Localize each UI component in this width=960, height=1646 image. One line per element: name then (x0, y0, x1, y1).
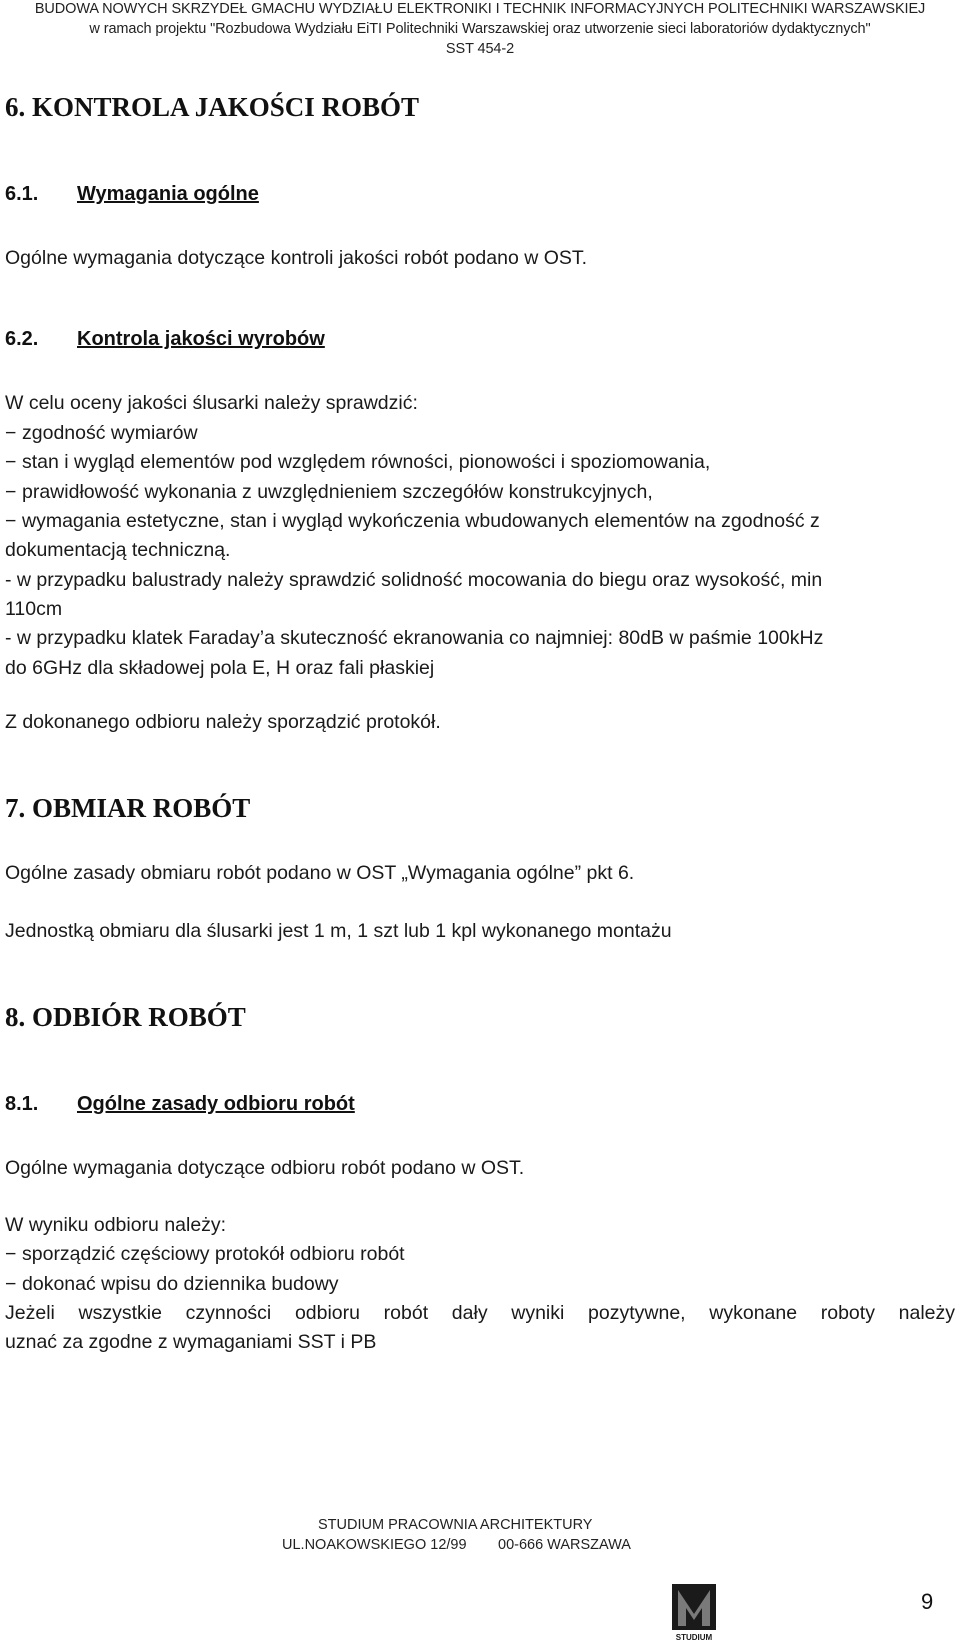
paragraph-protocol: Z dokonanego odbioru należy sporządzić protokół. (5, 711, 441, 733)
subsection-6-1-heading (5, 183, 259, 206)
paragraph-6-2-intro: W celu oceny jakości ślusarki należy sprawdzić: (5, 392, 418, 414)
list-item-continuation: dokumentacją techniczną. (5, 539, 231, 561)
dash-bullet-icon: − (5, 481, 17, 503)
dash-bullet-icon: − (5, 1273, 17, 1295)
paragraph-6-1: Ogólne wymagania dotyczące kontroli jakości robót podano w OST. (5, 247, 588, 269)
subsection-title: Wymagania ogólne (77, 183, 259, 205)
subsection-title: Ogólne zasady odbioru robót (77, 1093, 355, 1115)
paragraph-final-line-1: Jeżeli wszystkie czynności odbioru robót dały wyniki pozytywne, wykonane roboty należy (5, 1302, 955, 1324)
paragraph-7-1: Ogólne zasady obmiaru robót podano w OST „Wymagania ogólne” pkt 6. (5, 862, 635, 884)
list-item-text: dokonać wpisu do dziennika budowy (22, 1273, 339, 1295)
subsection-6-2-heading (5, 328, 325, 351)
footer-address: UL.NOAKOWSKIEGO 12/99 (282, 1537, 467, 1553)
list-item (5, 1243, 405, 1266)
list-item-text: prawidłowość wykonania z uwzględnieniem szczegółów konstrukcyjnych, (22, 481, 653, 503)
footer-studio-name: STUDIUM PRACOWNIA ARCHITEKTURY (318, 1517, 593, 1533)
section-8-title: 8. ODBIÓR ROBÓT (5, 1002, 246, 1032)
subsection-number: 8.1. (5, 1093, 39, 1115)
list-item-text: sporządzić częściowy protokół odbioru robót (22, 1243, 405, 1265)
list-item-text: stan i wygląd elementów pod względem równości, pionowości i spoziomowania, (22, 451, 711, 473)
logo-text: STUDIUM (675, 1633, 713, 1641)
list-item (5, 451, 710, 474)
paragraph-8-1-intro: W wyniku odbioru należy: (5, 1214, 227, 1236)
list-item (5, 1273, 339, 1296)
list-item (5, 481, 653, 504)
dash-bullet-icon: − (5, 510, 17, 532)
list-item (5, 510, 820, 533)
dash-bullet-icon: − (5, 422, 17, 444)
header-line-2: w ramach projektu "Rozbudowa Wydziału EiTI Politechniki Warszawskiej oraz utworzenie sieci laboratoriów dydaktycznych" (89, 21, 871, 37)
studium-logo-icon (672, 1584, 716, 1641)
list-item (5, 422, 198, 445)
paragraph-faraday-line-2: do 6GHz dla składowej pola E, H oraz fali płaskiej (5, 657, 435, 679)
paragraph-faraday-line-1: - w przypadku klatek Faraday’a skuteczność ekranowania co najmniej: 80dB w paśmie 100kHz (5, 627, 824, 649)
list-item-text: wymagania estetyczne, stan i wygląd wykończenia wbudowanych elementów na zgodność z (22, 510, 820, 532)
header-line-3: SST 454-2 (445, 41, 515, 57)
subsection-title: Kontrola jakości wyrobów (77, 328, 325, 350)
header-line-1: BUDOWA NOWYCH SKRZYDEŁ GMACHU WYDZIAŁU ELEKTRONIKI I TECHNIK INFORMACYJNYCH POLITECHNIKI WARSZAWSKIEJ (34, 1, 926, 17)
paragraph-balustrade-line-2: 110cm (5, 598, 63, 620)
subsection-number: 6.2. (5, 328, 39, 350)
paragraph-final-line-2: uznać za zgodne z wymaganiami SST i PB (5, 1331, 377, 1353)
subsection-number: 6.1. (5, 183, 39, 205)
paragraph-balustrade-line-1: - w przypadku balustrady należy sprawdzić solidność mocowania do biegu oraz wysokość, min (5, 569, 823, 591)
section-7-title: 7. OBMIAR ROBÓT (5, 793, 251, 823)
paragraph-7-2: Jednostką obmiaru dla ślusarki jest 1 m, 1 szt lub 1 kpl wykonanego montażu (5, 920, 672, 942)
section-6-title: 6. KONTROLA JAKOŚCI ROBÓT (5, 92, 420, 122)
dash-bullet-icon: − (5, 1243, 17, 1265)
dash-bullet-icon: − (5, 451, 17, 473)
page-number: 9 (921, 1589, 934, 1614)
list-item-text: zgodność wymiarów (22, 422, 198, 444)
paragraph-8-1: Ogólne wymagania dotyczące odbioru robót podano w OST. (5, 1157, 525, 1179)
footer-postal: 00-666 WARSZAWA (498, 1537, 631, 1553)
subsection-8-1-heading (5, 1093, 355, 1116)
